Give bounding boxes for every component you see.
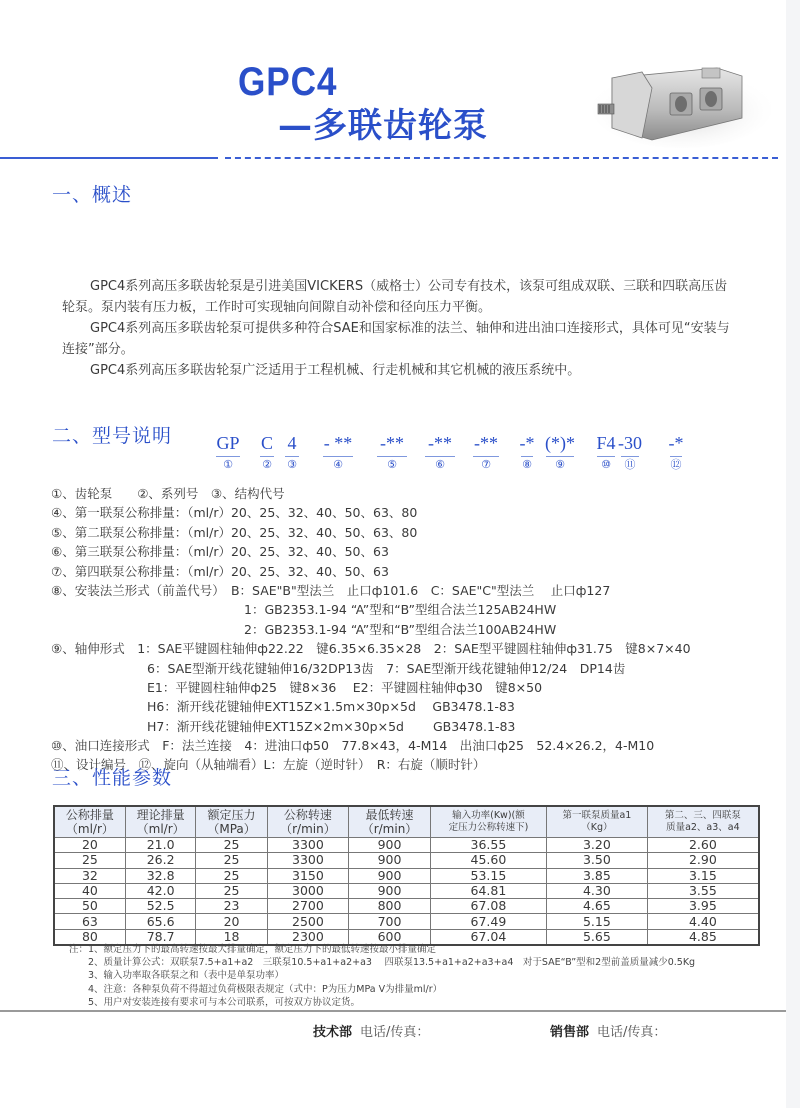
table-cell: 67.08 — [430, 899, 546, 914]
table-cell: 3300 — [267, 853, 349, 868]
table-row — [54, 868, 759, 883]
column-header: 第二、三、四联泵 质量a2、a3、a4 — [647, 806, 759, 838]
table-row — [54, 899, 759, 914]
table-cell: 80 — [54, 929, 125, 945]
divider-solid — [0, 157, 218, 159]
column-header: 公称排量 （ml/r） — [54, 806, 125, 838]
table-notes — [69, 943, 695, 1009]
table-cell: 4.40 — [647, 914, 759, 929]
pump-product-image — [592, 58, 772, 148]
legend-line: ④、第一联泵公称排量：（ml/r）20、25、32、40、50、63、80 — [51, 505, 418, 521]
table-cell: 52.5 — [125, 899, 196, 914]
code-segment: -* ⑫ — [668, 433, 684, 471]
page-edge — [786, 0, 800, 1108]
table-header-row — [54, 806, 759, 838]
table-cell: 2700 — [267, 899, 349, 914]
table-cell: 3300 — [267, 838, 349, 853]
legend-line: ⑨、轴伸形式 1：SAE平键圆柱轴伸ф22.22 键6.35×6.35×28 2：SAE型平键圆柱轴伸ф31.75 键8×7×40 — [51, 641, 691, 657]
table-cell: 3150 — [267, 868, 349, 883]
table-cell: 4.65 — [547, 899, 648, 914]
column-header: 最低转速 （r/min） — [349, 806, 431, 838]
table-row — [54, 853, 759, 868]
table-cell: 42.0 — [125, 883, 196, 898]
table-cell: 25 — [196, 838, 267, 853]
table-cell: 40 — [54, 883, 125, 898]
column-header: 公称转速 （r/min） — [267, 806, 349, 838]
overview-text — [62, 276, 738, 381]
note-line: 3、输入功率取各联泵之和（表中是单泵功率） — [88, 970, 285, 982]
note-line: 4、注意：各种泵负荷不得超过负荷极限表规定（式中：P为压力MPa V为排量ml/r） — [88, 983, 443, 995]
code-segment: -** ⑤ — [374, 432, 410, 473]
legend-line: 6：SAE型渐开线花键轴伸16/32DP13齿 7：SAE型渐开线花键轴伸12/24 DP14齿 — [147, 660, 626, 676]
table-row — [54, 838, 759, 853]
table-cell: 32 — [54, 868, 125, 883]
code-segment: -** ⑥ — [422, 432, 458, 473]
legend-line: ⑤、第二联泵公称排量：（ml/r）20、25、32、40、50、63、80 — [51, 524, 418, 540]
section-model-title: 二、型号说明 — [52, 425, 173, 447]
table-cell: 2500 — [267, 914, 349, 929]
code-segment: -* ⑧ — [519, 433, 535, 471]
note-line: 注：1、额定压力下的最高转速按最大排量确定，额定压力下的最低转速按最小排量确定 — [69, 944, 437, 955]
page-title: GPC4 — [238, 60, 338, 104]
table-cell: 2300 — [267, 929, 349, 945]
table-cell: 3.95 — [647, 899, 759, 914]
code-segment: - ** ④ — [323, 433, 353, 471]
sales-phone-label: 电话/传真： — [597, 1025, 667, 1040]
table-cell: 2.60 — [647, 838, 759, 853]
table-cell: 800 — [349, 899, 431, 914]
table-cell: 67.04 — [430, 929, 546, 945]
column-header: 第一联泵质量a1 （Kg） — [547, 806, 648, 838]
table-cell: 25 — [196, 883, 267, 898]
tech-phone-label: 电话/传真： — [360, 1025, 430, 1040]
legend-line: 1：GB2353.1-94 “A”型和“B”型组合法兰125AB24HW — [244, 602, 557, 618]
table-cell: 25 — [196, 853, 267, 868]
table-cell: 25 — [196, 868, 267, 883]
table-cell: 45.60 — [430, 853, 546, 868]
model-legend — [51, 484, 691, 775]
legend-line: ⑪、设计编号 ⑫、旋向（从轴端看）L：左旋（逆时针） R：右旋（顺时针） — [51, 757, 486, 773]
table-cell: 53.15 — [430, 868, 546, 883]
overview-paragraph: GPC4系列高压多联齿轮泵是引进美国VICKERS（威格士）公司专有技术，该泵可组成双联、三联和四联高压齿轮泵。泵内装有压力板，工作时可实现轴向间隙自动补偿和径向压力平衡。 — [62, 279, 728, 315]
column-header: 额定压力 （MPa） — [196, 806, 267, 838]
legend-line: H7：渐开线花键轴伸EXT15Z×2m×30p×5d GB3478.1-83 — [147, 718, 516, 734]
table-cell: 63 — [54, 914, 125, 929]
overview-paragraph: GPC4系列高压多联齿轮泵可提供多种符合SAE和国家标准的法兰、轴伸和进出油口连接形式，具体可见“安装与连接”部分。 — [62, 321, 730, 357]
table-cell: 4.85 — [647, 929, 759, 945]
note-line: 2、质量计算公式：双联泵7.5+a1+a2 三联泵10.5+a1+a2+a3 四联泵13.5+a1+a2+a3+a4 对于SAE“B”型和2型前盖质量减少0.5Kg — [88, 957, 696, 969]
overview-paragraph: GPC4系列高压多联齿轮泵广泛适用于工程机械、行走机械和其它机械的液压系统中。 — [90, 363, 581, 378]
column-header: 理论排量 （ml/r） — [125, 806, 196, 838]
divider-dashed — [225, 157, 778, 159]
code-segment: GP ① — [216, 433, 240, 471]
code-segment: -** ⑦ — [474, 433, 498, 471]
legend-line: ⑦、第四联泵公称排量：（ml/r）20、25、32、40、50、63 — [51, 563, 389, 579]
table-cell: 50 — [54, 899, 125, 914]
table-row — [54, 914, 759, 929]
column-header: 输入功率(Kw)(额 定压力公称转速下) — [430, 806, 546, 838]
sales-contact — [550, 1024, 666, 1042]
table-cell: 65.6 — [125, 914, 196, 929]
table-cell: 900 — [349, 868, 431, 883]
table-cell: 900 — [349, 838, 431, 853]
code-segment: -30 ⑪ — [618, 433, 642, 471]
legend-line: E1：平键圆柱轴伸ф25 键8×36 E2：平键圆柱轴伸ф30 键8×50 — [147, 679, 543, 695]
table-cell: 18 — [196, 929, 267, 945]
legend-line: ⑥、第三联泵公称排量：（ml/r）20、25、32、40、50、63 — [51, 544, 389, 560]
table-cell: 36.55 — [430, 838, 546, 853]
table-cell: 900 — [349, 883, 431, 898]
table-cell: 900 — [349, 853, 431, 868]
table-cell: 2.90 — [647, 853, 759, 868]
table-cell: 26.2 — [125, 853, 196, 868]
legend-line: 2：GB2353.1-94 “A”型和“B”型组合法兰100AB24HW — [244, 621, 557, 637]
table-cell: 25 — [54, 853, 125, 868]
section-performance-title: 三、性能参数 — [52, 767, 173, 789]
section-overview-title: 一、概述 — [52, 184, 133, 206]
page-subtitle: —多联齿轮泵 — [278, 106, 488, 146]
table-cell: 3.20 — [547, 838, 648, 853]
table-cell: 32.8 — [125, 868, 196, 883]
table-row — [54, 883, 759, 898]
table-cell: 3.15 — [647, 868, 759, 883]
legend-line: ①、齿轮泵 ②、系列号 ③、结构代号 — [51, 486, 285, 501]
legend-line: H6：渐开线花键轴伸EXT15Z×1.5m×30p×5d GB3478.1-83 — [147, 699, 515, 715]
table-cell: 3.85 — [547, 868, 648, 883]
table-cell: 3.50 — [547, 853, 648, 868]
tech-contact — [313, 1024, 429, 1042]
table-cell: 21.0 — [125, 838, 196, 853]
header-divider — [0, 157, 780, 160]
code-segment: F4 ⑩ — [596, 433, 616, 471]
legend-line: ⑧、安装法兰形式（前盖代号） B：SAE"B"型法兰 止口ф101.6 C：SAE"C"型法兰 止口ф127 — [51, 582, 611, 598]
table-cell: 23 — [196, 899, 267, 914]
performance-table — [53, 805, 760, 946]
legend-line: ⑩、油口连接形式 F：法兰连接 4：进油口ф50 77.8×43，4-M14 出油口ф25 52.4×26.2，4-M10 — [51, 738, 655, 754]
table-cell: 20 — [54, 838, 125, 853]
code-segment: 4 ③ — [282, 432, 302, 473]
table-cell: 3.55 — [647, 883, 759, 898]
note-line: 5、用户对安装连接有要求可与本公司联系，可按双方协议定货。 — [88, 996, 361, 1008]
table-cell: 600 — [349, 929, 431, 945]
table-cell: 78.7 — [125, 929, 196, 945]
table-cell: 5.65 — [547, 929, 648, 945]
footer-divider — [0, 1010, 786, 1012]
tech-dept-label: 技术部 — [313, 1025, 353, 1040]
code-segment: (*)* ⑨ — [545, 433, 575, 471]
table-cell: 5.15 — [547, 914, 648, 929]
sales-dept-label: 销售部 — [550, 1025, 590, 1040]
table-cell: 20 — [196, 914, 267, 929]
table-cell: 64.81 — [430, 883, 546, 898]
table-cell: 700 — [349, 914, 431, 929]
table-cell: 67.49 — [430, 914, 546, 929]
table-cell: 3000 — [267, 883, 349, 898]
code-segment: C ② — [260, 433, 273, 471]
table-cell: 4.30 — [547, 883, 648, 898]
